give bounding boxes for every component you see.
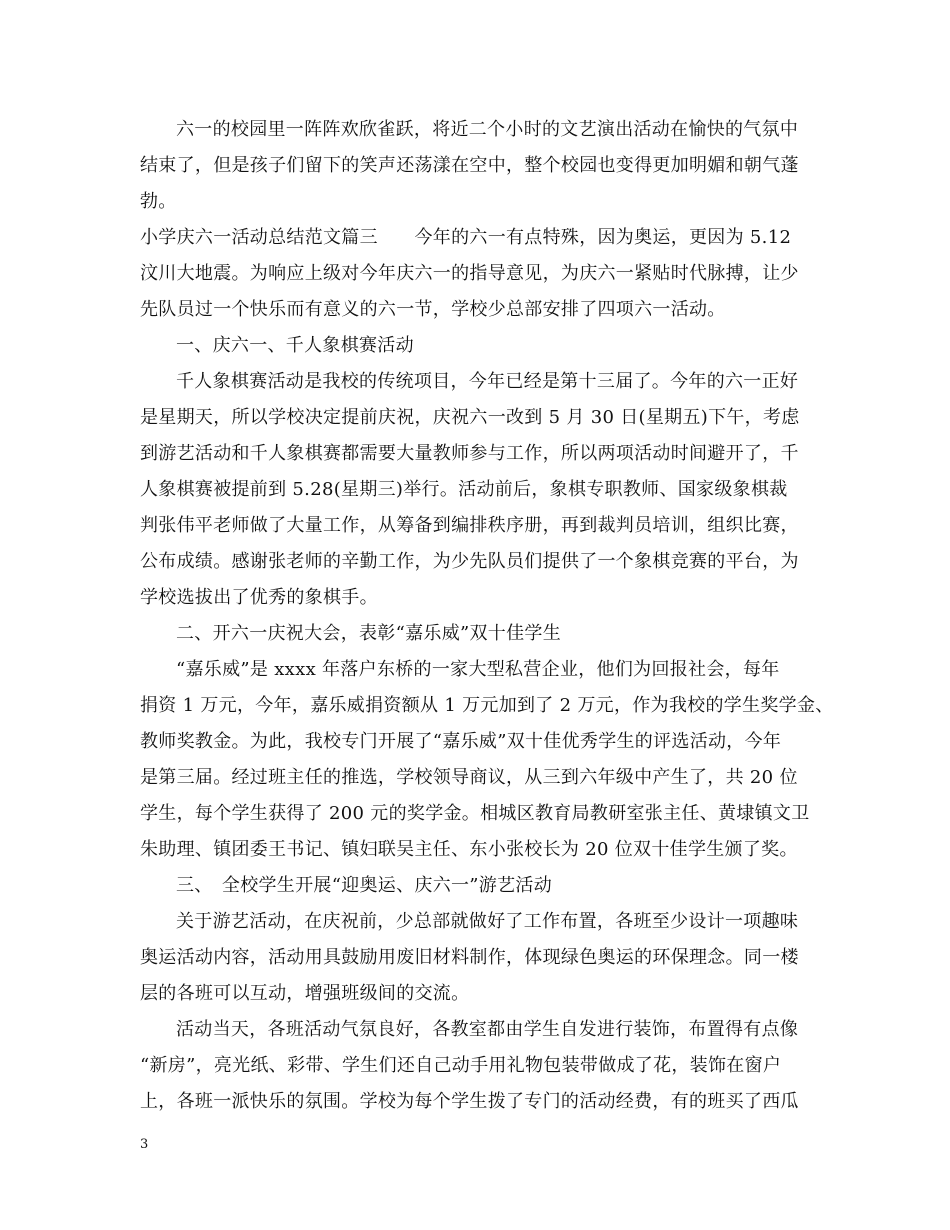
text-line: 是星期天，所以学校决定提前庆祝，庆祝六一改到 5 月 30 日(星期五)下午，考虑 [140,407,800,428]
subheading: 一、庆六一、千人象棋赛活动 [176,335,414,356]
text-line: 捐资 1 万元，今年，嘉乐威捐资额从 1 万元加到了 2 万元，作为我校的学生奖学金、 [140,695,834,716]
text-line: 千人象棋赛活动是我校的传统项目，今年已经是第十三届了。今年的六一正好 [176,371,799,392]
text-line: 教师奖教金。为此，我校专门开展了“嘉乐威”双十佳优秀学生的评选活动，今年 [140,731,782,752]
text-line: 先队员过一个快乐而有意义的六一节，学校少总部安排了四项六一活动。 [140,299,726,320]
text-line: 上，各班一派快乐的氛围。学校为每个学生拨了专门的活动经费，有的班买了西瓜 [140,1091,799,1112]
text-line: “新房”，亮光纸、彩带、学生们还自己动手用礼物包装带做成了花，装饰在窗户 [140,1055,782,1076]
text-line: 人象棋赛被提前到 5.28(星期三)举行。活动前后，象棋专职教师、国家级象棋裁 [140,479,788,500]
text-line: 层的各班可以互动，增强班级间的交流。 [140,983,470,1004]
subheading: 三、 全校学生开展“迎奥运、庆六一”游艺活动 [176,875,553,896]
text-line: 是第三届。经过班主任的推选，学校领导商议，从三到六年级中产生了，共 20 位 [140,767,798,788]
text-line: 到游艺活动和千人象棋赛都需要大量教师参与工作，所以两项活动时间避开了，千 [140,443,799,464]
section-heading: 小学庆六一活动总结范文篇三 今年的六一有点特殊，因为奥运，更因为 5.12 [140,227,792,248]
text-line: 学生，每个学生获得了 200 元的奖学金。相城区教育局教研室张主任、黄埭镇文卫 [140,803,810,824]
text-line: 勃。 [140,191,177,212]
text-line: “嘉乐威”是 xxxx 年落户东桥的一家大型私营企业，他们为回报社会，每年 [176,659,780,680]
page-number: 3 [140,1137,149,1152]
text-line: 学校选拔出了优秀的象棋手。 [140,587,378,608]
text-line: 朱助理、镇团委王书记、镇妇联吴主任、东小张校长为 20 位双十佳学生颁了奖。 [140,839,798,860]
text-line: 活动当天，各班活动气氛良好，各教室都由学生自发进行装饰，布置得有点像 [176,1019,799,1040]
text-line: 判张伟平老师做了大量工作，从筹备到编排秩序册，再到裁判员培训，组织比赛， [140,515,799,536]
text-line: 公布成绩。感谢张老师的辛勤工作，为少先队员们提供了一个象棋竞赛的平台，为 [140,551,799,572]
text-line: 汶川大地震。为响应上级对今年庆六一的指导意见，为庆六一紧贴时代脉搏，让少 [140,263,799,284]
text-line: 关于游艺活动，在庆祝前，少总部就做好了工作布置，各班至少设计一项趣味 [176,911,799,932]
text-line: 奥运活动内容，活动用具鼓励用废旧材料制作，体现绿色奥运的环保理念。同一楼 [140,947,799,968]
text-line: 六一的校园里一阵阵欢欣雀跃，将近二个小时的文艺演出活动在愉快的气氛中 [176,119,799,140]
text-line: 结束了，但是孩子们留下的笑声还荡漾在空中，整个校园也变得更加明媚和朝气蓬 [140,155,799,176]
subheading: 二、开六一庆祝大会，表彰“嘉乐威”双十佳学生 [176,623,562,644]
